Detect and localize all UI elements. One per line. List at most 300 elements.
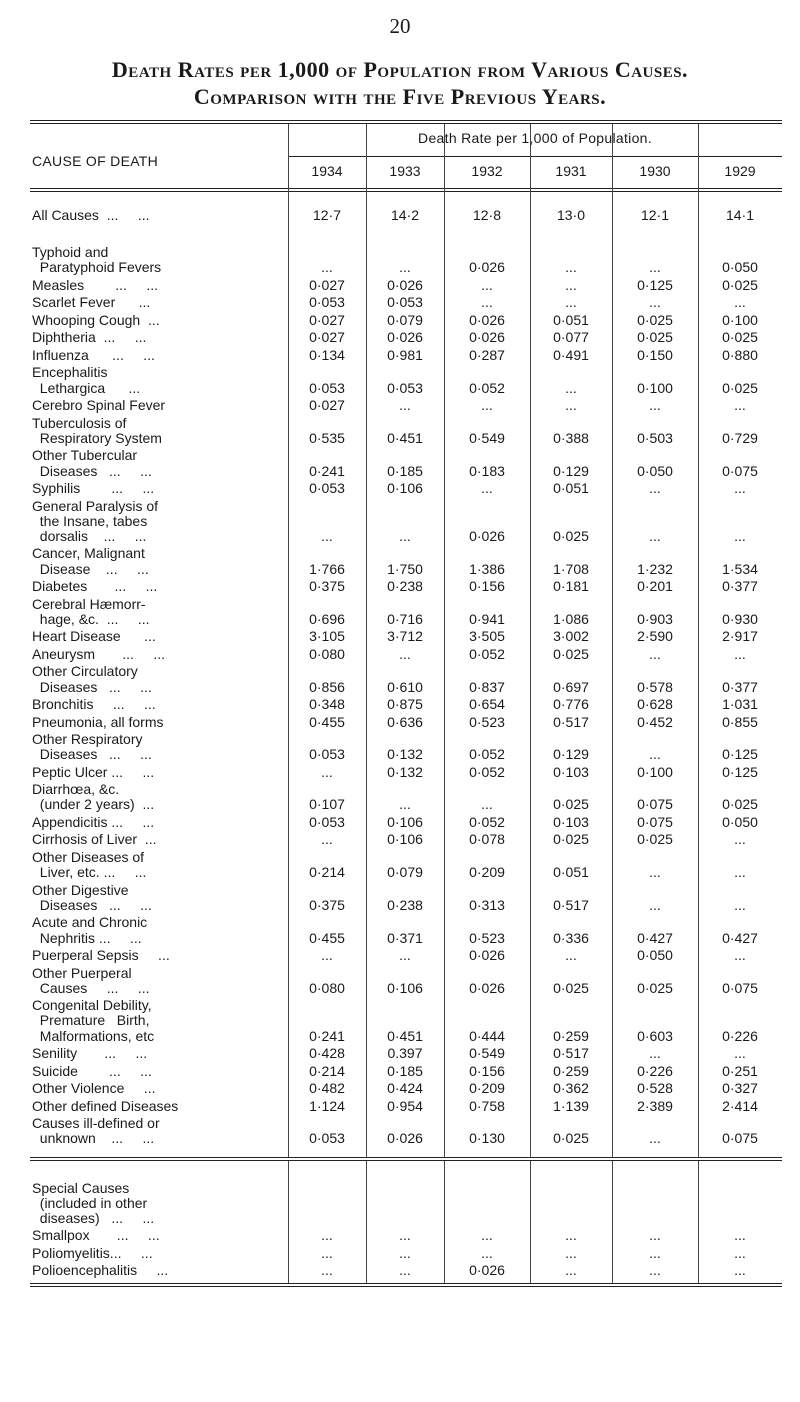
rate-value: ... — [565, 379, 577, 396]
rate-value: 0·856 — [309, 678, 345, 695]
cause-label: Other Digestive — [32, 881, 129, 898]
rate-value: 12·1 — [640, 207, 670, 223]
rate-value: 0.397 — [387, 1045, 423, 1062]
rate-value: ... — [565, 259, 577, 276]
rate-value: 0·837 — [469, 678, 505, 695]
rate-value: ... — [649, 397, 661, 414]
year-header: 1933 — [389, 163, 421, 179]
cause-label: Cancer, Malignant — [32, 545, 145, 562]
rate-value: 0·603 — [637, 1027, 673, 1044]
rate-value: ... — [734, 896, 746, 913]
rate-value: 1·534 — [722, 560, 758, 577]
rate-value: 0·259 — [553, 1027, 589, 1044]
rate-value: 0·079 — [387, 864, 423, 881]
rate-value: 0·549 — [469, 429, 505, 446]
rate-value: 0·150 — [637, 346, 673, 363]
rate-value: ... — [321, 831, 333, 848]
rate-value: 0·053 — [309, 480, 345, 496]
cause-label: Peptic Ulcer ... ... — [32, 763, 155, 780]
rate-value: ... — [481, 1227, 493, 1244]
rate-value: 0·053 — [387, 379, 423, 396]
rate-value: ... — [481, 1244, 493, 1261]
cause-label: Other Respiratory — [32, 731, 143, 747]
rate-value: ... — [565, 1244, 577, 1261]
cause-label: Tuberculosis of — [32, 414, 127, 431]
rate-value: 0·026 — [469, 259, 505, 276]
rate-value: ... — [565, 294, 577, 311]
rate-value: 0·327 — [722, 1080, 758, 1097]
rate-value: 0·125 — [722, 763, 758, 780]
rate-value: 1·766 — [309, 560, 345, 577]
rate-value: 1·031 — [722, 696, 758, 712]
rate-value: ... — [649, 645, 661, 662]
column-rule — [698, 124, 699, 1157]
rate-value: ... — [321, 1227, 333, 1244]
cause-label: Influenza ... ... — [32, 346, 155, 363]
rate-value: 0·313 — [469, 896, 505, 913]
rate-value: ... — [649, 864, 661, 881]
rate-value: ... — [399, 947, 411, 963]
rate-value: ... — [321, 763, 333, 780]
cause-label: Cerebro Spinal Fever — [32, 397, 166, 414]
rate-value: 0·903 — [637, 610, 673, 627]
rate-value: 0·482 — [309, 1080, 345, 1097]
rate-value: 0·100 — [637, 763, 673, 780]
top-rule — [30, 120, 782, 121]
rate-value: ... — [649, 896, 661, 913]
rate-value: 0·517 — [553, 896, 589, 913]
rate-value: ... — [399, 796, 411, 813]
rate-value: 0·636 — [387, 713, 423, 730]
rate-value: 0·051 — [553, 864, 589, 881]
rate-value: ... — [399, 259, 411, 276]
column-rule — [612, 124, 613, 1157]
rate-value: 0·729 — [722, 429, 758, 446]
year-header: 1929 — [724, 163, 756, 179]
rate-value: 0·075 — [637, 796, 673, 813]
rate-value: 0·026 — [469, 979, 505, 996]
rate-value: 0·388 — [553, 429, 589, 446]
cause-label: Liver, etc. ... ... — [32, 864, 147, 881]
rate-value: ... — [565, 947, 577, 963]
rate-value: 0·025 — [637, 831, 673, 848]
rate-value: 0·132 — [387, 763, 423, 780]
rate-value: 0·050 — [637, 947, 673, 963]
cause-header: CAUSE OF DEATH — [32, 153, 159, 169]
rate-value: 0·156 — [469, 578, 505, 595]
rate-value: 12·7 — [312, 207, 342, 223]
rate-value: 0·375 — [309, 578, 345, 595]
rate-value: 0·628 — [637, 696, 673, 712]
cause-label: Whooping Cough ... — [32, 311, 160, 328]
rate-value: 12·8 — [472, 207, 502, 223]
rate-value: 1·386 — [469, 560, 505, 577]
rate-value: ... — [734, 1227, 746, 1244]
rate-value: ... — [734, 397, 746, 414]
rate-value: 0·427 — [722, 929, 758, 946]
column-rule — [698, 1161, 699, 1283]
rate-value: 14·2 — [390, 207, 420, 223]
rate-value: 0·106 — [387, 480, 423, 496]
rate-value: 0·523 — [469, 929, 505, 946]
top-rule — [30, 123, 782, 124]
cause-label: Diseases ... ... — [32, 746, 152, 763]
year-header: 1930 — [639, 163, 671, 179]
column-rule — [444, 1161, 445, 1283]
rate-value: ... — [321, 1244, 333, 1261]
rate-value: 0·052 — [469, 813, 505, 830]
rate-value: ... — [734, 1244, 746, 1261]
cause-label: All Causes ... ... — [32, 207, 150, 223]
rate-value: 0·053 — [309, 746, 345, 763]
rate-value: ... — [481, 294, 493, 311]
rate-value: 0·080 — [309, 645, 345, 662]
rate-value: ... — [649, 1130, 661, 1147]
rate-value: 0·451 — [387, 429, 423, 446]
rate-value: ... — [321, 1262, 333, 1279]
rate-value: 0·107 — [309, 796, 345, 813]
rate-value: ... — [649, 480, 661, 496]
rate-value: 0·954 — [387, 1097, 423, 1114]
rate-value: 0·427 — [637, 929, 673, 946]
rate-value: 0·455 — [309, 713, 345, 730]
rate-value: 0·880 — [722, 346, 758, 363]
column-rule — [444, 124, 445, 1157]
rate-value: 0·025 — [637, 311, 673, 328]
rate-value: 0·025 — [637, 329, 673, 346]
rate-value: 0·129 — [553, 746, 589, 763]
rate-value: 0·451 — [387, 1027, 423, 1044]
cause-label: Aneurysm ... ... — [32, 645, 166, 662]
cause-label: Diarrhœa, &c. — [32, 781, 120, 798]
rate-value: 0·129 — [553, 462, 589, 479]
rate-value: 0·026 — [469, 527, 505, 544]
rate-value: ... — [649, 1262, 661, 1279]
year-header: 1934 — [311, 163, 343, 179]
rate-value: 0·100 — [722, 311, 758, 328]
rate-value: 2·917 — [722, 628, 758, 645]
cause-label: Nephritis ... ... — [32, 929, 142, 946]
rate-value: 0·052 — [469, 763, 505, 780]
rate-value: 0·125 — [722, 746, 758, 763]
cause-label: the Insane, tabes — [32, 512, 148, 529]
rate-value: 0·696 — [309, 610, 345, 627]
bottom-rule — [30, 1283, 782, 1284]
rate-value: 0·375 — [309, 896, 345, 913]
cause-label: Senility ... ... — [32, 1045, 148, 1062]
rate-value: 0·051 — [553, 311, 589, 328]
rate-value: 0·371 — [387, 929, 423, 946]
section-rule — [30, 1157, 782, 1158]
rate-value: ... — [734, 1045, 746, 1062]
rate-value: ... — [399, 527, 411, 544]
rate-value: 0·134 — [309, 346, 345, 363]
rate-value: 0·287 — [469, 346, 505, 363]
cause-label: (under 2 years) ... — [32, 796, 155, 813]
rate-value: 0·025 — [722, 276, 758, 293]
cause-label: Other Circulatory — [32, 663, 138, 680]
rate-value: ... — [321, 947, 333, 963]
rate-value: 0·050 — [722, 813, 758, 830]
year-header: 1932 — [471, 163, 503, 179]
rate-value: 3·105 — [309, 628, 345, 645]
rate-value: 0·075 — [722, 462, 758, 479]
cause-label: Diseases ... ... — [32, 678, 152, 695]
rate-value: 0·855 — [722, 713, 758, 730]
rate-value: 0·050 — [637, 462, 673, 479]
section-rule — [30, 1160, 782, 1161]
rate-value: ... — [565, 1227, 577, 1244]
rate-value: 14·1 — [725, 207, 755, 223]
special-causes-label: diseases) ... ... — [32, 1210, 155, 1227]
rate-value: 0·050 — [722, 259, 758, 276]
rate-value: 0·052 — [469, 379, 505, 396]
rate-value: 0·428 — [309, 1045, 345, 1062]
cause-label: Causes ill-defined or — [32, 1115, 160, 1132]
cause-label: Appendicitis ... ... — [32, 813, 155, 830]
cause-label: Encephalitis — [32, 364, 108, 381]
rate-value: 0·025 — [553, 1130, 589, 1147]
rate-value: 0·053 — [309, 813, 345, 830]
rate-value: ... — [649, 746, 661, 763]
cause-label: Disease ... ... — [32, 560, 149, 577]
rate-value: ... — [481, 480, 493, 496]
rate-value: 2·414 — [722, 1097, 758, 1114]
rate-header-rule — [288, 156, 782, 157]
cause-label: Poliomyelitis... ... — [32, 1244, 153, 1261]
year-header: 1931 — [555, 163, 587, 179]
rate-value: 0·444 — [469, 1027, 505, 1044]
rate-value: 0·025 — [722, 796, 758, 813]
cause-label: Congenital Debility, — [32, 997, 152, 1014]
rate-value: ... — [481, 796, 493, 813]
rate-value: 0·523 — [469, 713, 505, 730]
column-rule — [366, 124, 367, 1157]
rate-value: 0·348 — [309, 696, 345, 712]
rate-value: 0·053 — [309, 1130, 345, 1147]
rate-value: ... — [481, 276, 493, 293]
rate-value: 0·025 — [553, 796, 589, 813]
cause-label: Other defined Diseases — [32, 1097, 179, 1114]
cause-label: Syphilis ... ... — [32, 480, 155, 496]
rate-value: 1·750 — [387, 560, 423, 577]
rate-value: 0·026 — [387, 276, 423, 293]
rate-value: 0·130 — [469, 1130, 505, 1147]
rate-value: 0·053 — [309, 294, 345, 311]
cause-label: General Paralysis of — [32, 497, 159, 514]
bottom-rule — [30, 1286, 782, 1287]
rate-value: 0·077 — [553, 329, 589, 346]
rate-value: 0·716 — [387, 610, 423, 627]
rate-value: 2·590 — [637, 628, 673, 645]
rate-value: 0·424 — [387, 1080, 423, 1097]
cause-label: Heart Disease ... — [32, 628, 156, 645]
cause-label: Suicide ... ... — [32, 1062, 152, 1079]
rate-value: ... — [649, 527, 661, 544]
rate-value: 0·075 — [722, 1130, 758, 1147]
rate-value: 0·106 — [387, 831, 423, 848]
rate-value: ... — [649, 1227, 661, 1244]
rate-value: 0·491 — [553, 346, 589, 363]
header-rule — [30, 191, 782, 192]
rate-value: 0·026 — [469, 1262, 505, 1279]
cause-label: Diabetes ... ... — [32, 578, 158, 595]
cause-label: Scarlet Fever ... — [32, 294, 151, 311]
rate-value: 1·139 — [553, 1097, 589, 1114]
rate-value: 0·209 — [469, 1080, 505, 1097]
cause-label: Other Tubercular — [32, 447, 138, 464]
rate-value: 0·941 — [469, 610, 505, 627]
column-rule — [612, 1161, 613, 1283]
rate-value: 0·079 — [387, 311, 423, 328]
rate-value: 0·776 — [553, 696, 589, 712]
rate-value: 0·241 — [309, 462, 345, 479]
rate-value: 0·027 — [309, 397, 345, 414]
cause-label: Cerebral Hæmorr- — [32, 595, 146, 612]
rate-value: 0·106 — [387, 979, 423, 996]
rate-value: ... — [321, 527, 333, 544]
cause-label: unknown ... ... — [32, 1130, 155, 1147]
cause-label: Typhoid and — [32, 244, 109, 261]
rate-value: 0·654 — [469, 696, 505, 712]
rate-value: ... — [734, 831, 746, 848]
cause-label: Respiratory System — [32, 429, 162, 446]
column-rule — [288, 124, 289, 1157]
rate-value: 0·697 — [553, 678, 589, 695]
cause-label: dorsalis ... ... — [32, 527, 147, 544]
rate-value: 0·185 — [387, 462, 423, 479]
rate-value: 0·026 — [469, 329, 505, 346]
rate-value: 0·758 — [469, 1097, 505, 1114]
cause-label: Other Violence ... — [32, 1080, 156, 1097]
rate-value: ... — [481, 397, 493, 414]
cause-label: Causes ... ... — [32, 979, 150, 996]
rate-value: 0·517 — [553, 1045, 589, 1062]
rate-value: ... — [399, 1262, 411, 1279]
rate-value: ... — [734, 864, 746, 881]
rate-value: 0·075 — [722, 979, 758, 996]
rate-value: ... — [565, 397, 577, 414]
rate-value: 0·455 — [309, 929, 345, 946]
rate-value: ... — [734, 1262, 746, 1279]
rate-value: 0·452 — [637, 713, 673, 730]
rate-value: ... — [565, 276, 577, 293]
rate-value: 0·503 — [637, 429, 673, 446]
rate-value: 0·183 — [469, 462, 505, 479]
rate-value: 0·025 — [553, 979, 589, 996]
rate-value: 0·238 — [387, 896, 423, 913]
rate-value: ... — [399, 645, 411, 662]
cause-label: Smallpox ... ... — [32, 1227, 160, 1244]
rate-value: 0·052 — [469, 645, 505, 662]
cause-label: hage, &c. ... ... — [32, 610, 150, 627]
column-rule — [530, 1161, 531, 1283]
column-rule — [288, 1161, 289, 1283]
rate-value: 0·026 — [387, 1130, 423, 1147]
rate-value: 0·226 — [722, 1027, 758, 1044]
rate-value: ... — [649, 294, 661, 311]
rate-value: 0·241 — [309, 1027, 345, 1044]
rate-value: ... — [399, 1244, 411, 1261]
rate-value: ... — [649, 1045, 661, 1062]
rate-value: 3·002 — [553, 628, 589, 645]
rate-value: 0·549 — [469, 1045, 505, 1062]
rate-value: 0·578 — [637, 678, 673, 695]
cause-label: Pneumonia, all forms — [32, 713, 164, 730]
rate-value: 0·125 — [637, 276, 673, 293]
page-title: Death Rates per 1,000 of Population from Various Causes. — [111, 57, 689, 82]
rate-value: 0·209 — [469, 864, 505, 881]
rate-value: 0·535 — [309, 429, 345, 446]
rate-value: 0·052 — [469, 746, 505, 763]
rate-value: 0·027 — [309, 276, 345, 293]
rate-value: 0·259 — [553, 1062, 589, 1079]
cause-label: Cirrhosis of Liver ... — [32, 831, 157, 848]
rate-value: 0·053 — [387, 294, 423, 311]
rate-value: 0·025 — [553, 645, 589, 662]
cause-label: Premature Birth, — [32, 1012, 150, 1029]
rate-value: 0·156 — [469, 1062, 505, 1079]
cause-label: Diseases ... ... — [32, 896, 152, 913]
rate-value: 0·051 — [553, 480, 589, 496]
rate-value: 0·106 — [387, 813, 423, 830]
rate-value: 0·053 — [309, 379, 345, 396]
rate-value: 0·132 — [387, 746, 423, 763]
cause-label: Acute and Chronic — [32, 914, 148, 931]
rate-value: 2·389 — [637, 1097, 673, 1114]
rate-value: 1·086 — [553, 610, 589, 627]
rate-value: 3·505 — [469, 628, 505, 645]
rate-value: 1·124 — [309, 1097, 345, 1114]
rate-value: 0·026 — [469, 947, 505, 963]
rate-value: 0·930 — [722, 610, 758, 627]
page-subtitle: Comparison with the Five Previous Years. — [193, 84, 607, 109]
rate-value: 0·026 — [387, 329, 423, 346]
rate-value: 0·027 — [309, 311, 345, 328]
rate-header: Death Rate per 1,000 of Population. — [418, 130, 652, 146]
cause-label: Paratyphoid Fevers — [32, 259, 162, 276]
rate-value: 0·362 — [553, 1080, 589, 1097]
rate-value: 0·377 — [722, 678, 758, 695]
cause-label: Malformations, etc — [32, 1027, 155, 1044]
rate-value: 0·610 — [387, 678, 423, 695]
rate-value: 0·025 — [637, 979, 673, 996]
rate-value: 0·025 — [722, 329, 758, 346]
cause-label: Lethargica ... — [32, 379, 141, 396]
rate-value: 0·981 — [387, 346, 423, 363]
rate-value: 3·712 — [387, 628, 423, 645]
rate-value: 0·103 — [553, 763, 589, 780]
rate-value: ... — [321, 259, 333, 276]
rate-value: 0·080 — [309, 979, 345, 996]
cause-label: Polioencephalitis ... — [32, 1262, 169, 1279]
rate-value: 0·251 — [722, 1062, 758, 1079]
rate-value: 0·214 — [309, 1062, 345, 1079]
rate-value: 0·025 — [553, 527, 589, 544]
cause-label: Other Puerperal — [32, 964, 132, 981]
rate-value: 0·214 — [309, 864, 345, 881]
column-rule — [530, 124, 531, 1157]
rate-value: ... — [734, 294, 746, 311]
page-number: 20 — [389, 14, 411, 38]
column-rule — [366, 1161, 367, 1283]
rate-value: 0·181 — [553, 578, 589, 595]
rate-value: ... — [649, 259, 661, 276]
rate-value: 0·517 — [553, 713, 589, 730]
rate-value: ... — [649, 1244, 661, 1261]
rate-value: ... — [565, 1262, 577, 1279]
rate-value: 0·336 — [553, 929, 589, 946]
